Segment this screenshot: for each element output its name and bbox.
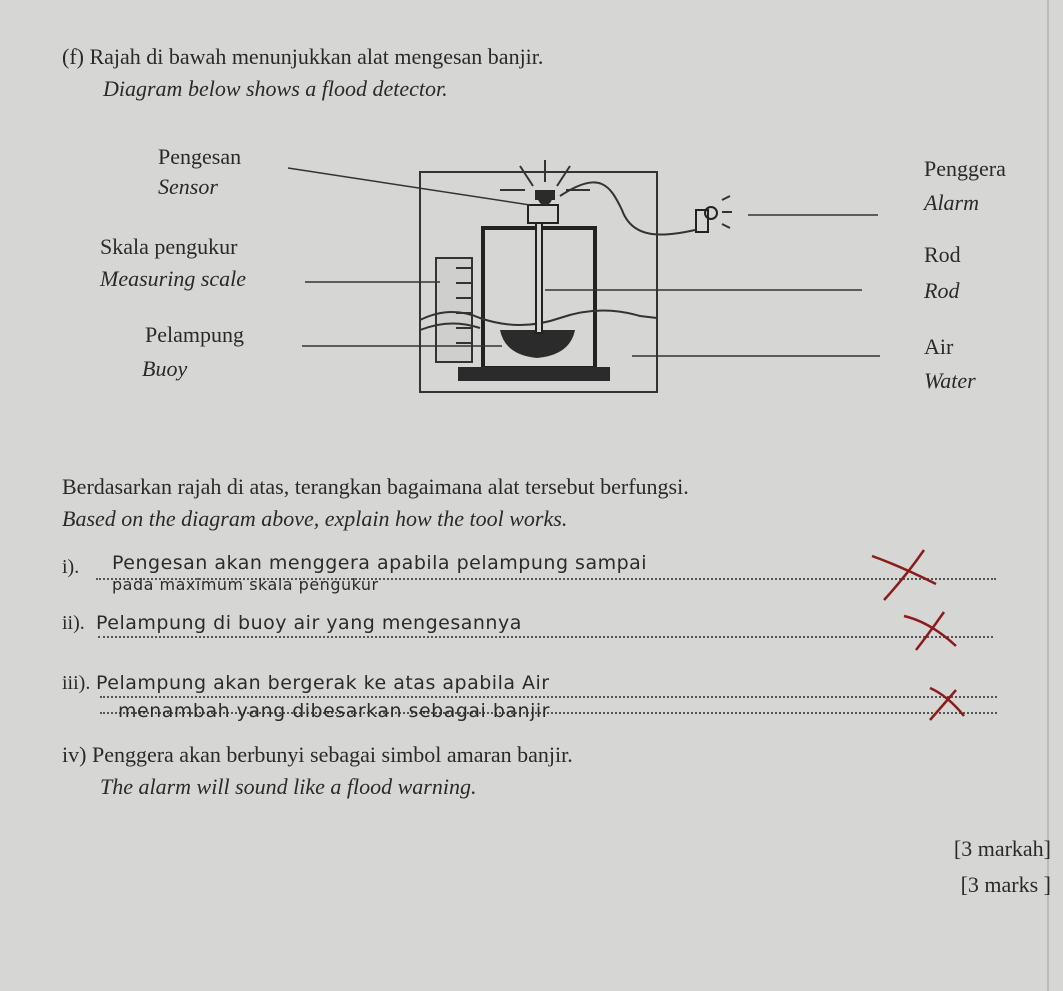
label-sensor-en: Sensor [158, 174, 218, 199]
label-buoy-ms: Pelampung [145, 322, 244, 347]
answer-number: iii). [62, 672, 91, 694]
label-scale-ms: Skala pengukur [100, 234, 238, 259]
answer-number: ii). [62, 612, 85, 634]
marks-en [961, 872, 1051, 898]
label-water-ms: Air [924, 334, 954, 359]
printed-answer-text: Penggera akan berbunyi sebagai simbol amaran banjir. [91, 742, 573, 767]
answer-handwriting: Pelampung di buoy air yang mengesannya [96, 612, 522, 634]
printed-answer-ms [62, 742, 573, 768]
cross-mark-icon [930, 688, 964, 720]
marks-ms-text: [3 markah] [953, 836, 1051, 861]
answer-number: i). [62, 556, 80, 578]
question-heading-en: Diagram below shows a flood detector. [103, 76, 448, 101]
instruction-ms: Berdasarkan rajah di atas, terangkan bagaimana alat tersebut berfungsi. [62, 474, 689, 499]
instruction-en: Based on the diagram above, explain how the tool works. [62, 506, 568, 531]
label-alarm-ms: Penggera [924, 156, 1006, 181]
answer-handwriting: menambah yang dibesarkan sebagai banjir [118, 700, 550, 722]
label-rod-en: Rod [924, 278, 960, 303]
answer-handwriting: Pelampung akan bergerak ke atas apabila Air [96, 672, 550, 694]
label-alarm-en: Alarm [924, 190, 979, 215]
label-scale-en: Measuring scale [100, 266, 247, 291]
cross-mark-icon [872, 550, 936, 600]
label-rod-ms: Rod [924, 242, 961, 267]
printed-answer-en: The alarm will sound like a flood warning. [100, 774, 477, 799]
marks-en-text: [3 marks ] [960, 872, 1051, 897]
label-buoy-en: Buoy [142, 356, 188, 381]
cross-mark-icon [904, 612, 956, 650]
answer-handwriting: pada maximum skala pengukur [112, 575, 379, 594]
marks-ms [954, 836, 1051, 862]
label-sensor-ms: Pengesan [158, 144, 242, 169]
answer-handwriting: Pengesan akan menggera apabila pelampung sampai [112, 552, 648, 574]
printed-answer-number: iv) [62, 742, 87, 767]
label-water-en: Water [924, 368, 976, 393]
question-heading-ms: (f) Rajah di bawah menunjukkan alat mengesan banjir. [62, 44, 544, 69]
